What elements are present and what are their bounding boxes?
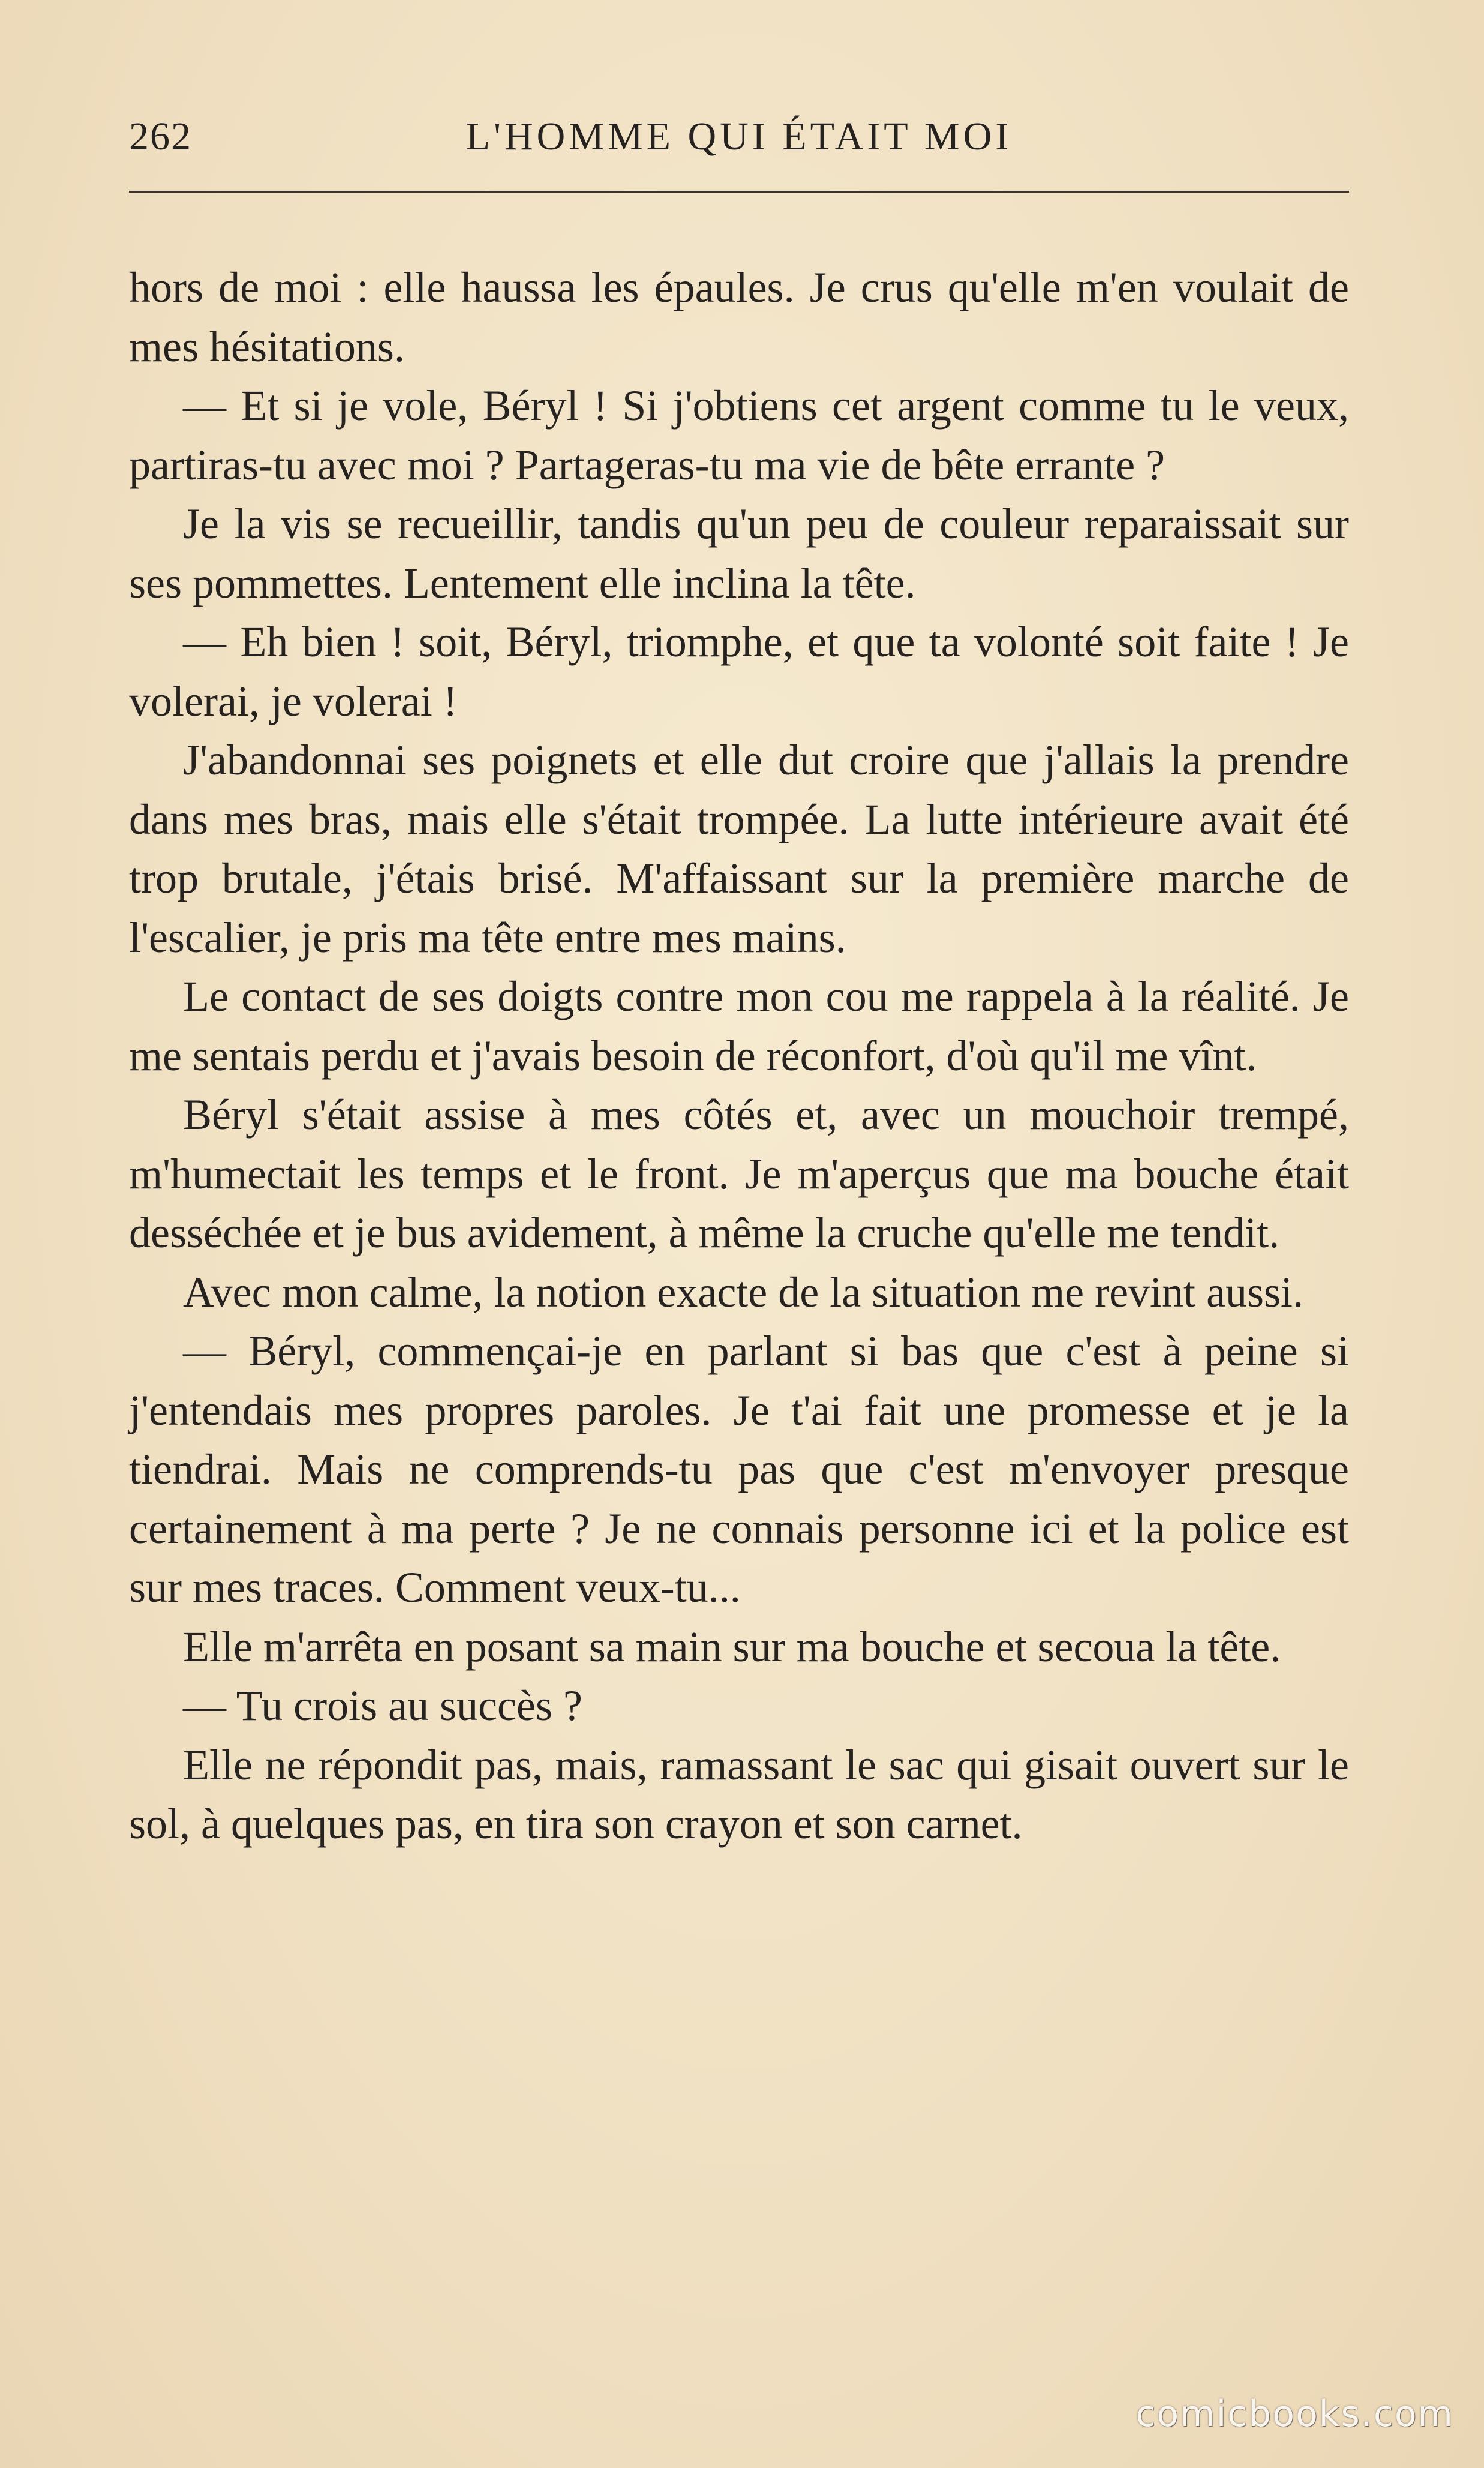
paragraph: Je la vis se recueillir, tandis qu'un peu de couleur reparaissait sur ses pommettes. Lentement elle inclina la tête. xyxy=(129,500,1349,607)
paragraph: Le contact de ses doigts contre mon cou me rappela à la réalité. Je me sentais perdu et j'avais besoin de réconfort, d'où qu'il me vînt. xyxy=(129,972,1349,1080)
header-rule xyxy=(129,191,1349,193)
paragraph: Elle m'arrêta en posant sa main sur ma bouche et secoua la tête. xyxy=(183,1622,1281,1671)
body-text xyxy=(129,258,1349,1854)
paragraph: — Eh bien ! soit, Béryl, triomphe, et que ta volonté soit faite ! Je volerai, je volerai ! xyxy=(129,618,1349,725)
paragraph: Béryl s'était assise à mes côtés et, avec un mouchoir trempé, m'humectait les temps et le front. Je m'aperçus que ma bouche était desséchée et je bus avidement, à même la cruche qu'elle me tendit. xyxy=(129,1091,1349,1257)
paragraph: — Tu crois au succès ? xyxy=(183,1682,582,1730)
paragraph: hors de moi : elle haussa les épaules. Je crus qu'elle m'en voulait de mes hésitations. xyxy=(129,263,1349,371)
running-title: L'HOMME QUI ÉTAIT MOI xyxy=(465,115,1013,158)
page-header xyxy=(129,114,1349,168)
paragraph: Avec mon calme, la notion exacte de la situation me revint aussi. xyxy=(183,1268,1304,1316)
paragraph: J'abandonnai ses poignets et elle dut croire que j'allais la prendre dans mes bras, mais elle s'était trompée. La lutte intérieure avait été trop brutale, j'étais brisé. M'affaissant sur la première marche de l'escalier, je pris ma tête entre mes mains. xyxy=(129,736,1349,962)
paragraph: — Béryl, commençai-je en parlant si bas que c'est à peine si j'entendais mes propres paroles. Je t'ai fait une promesse et je la tiendrai. Mais ne comprends-tu pas que c'est m'envoyer presque certainement à ma perte ? Je ne connais personne ici et la police est sur mes traces. Comment veux-tu... xyxy=(129,1327,1349,1611)
paragraph: — Et si je vole, Béryl ! Si j'obtiens cet argent comme tu le veux, partiras-tu avec moi ? Partageras-tu ma vie de bête errante ? xyxy=(129,382,1349,489)
page-number: 262 xyxy=(129,115,192,158)
watermark: comicbooks.com xyxy=(1135,2393,1454,2435)
paragraph: Elle ne répondit pas, mais, ramassant le sac qui gisait ouvert sur le sol, à quelques pas, en tira son crayon et son carnet. xyxy=(129,1740,1349,1848)
